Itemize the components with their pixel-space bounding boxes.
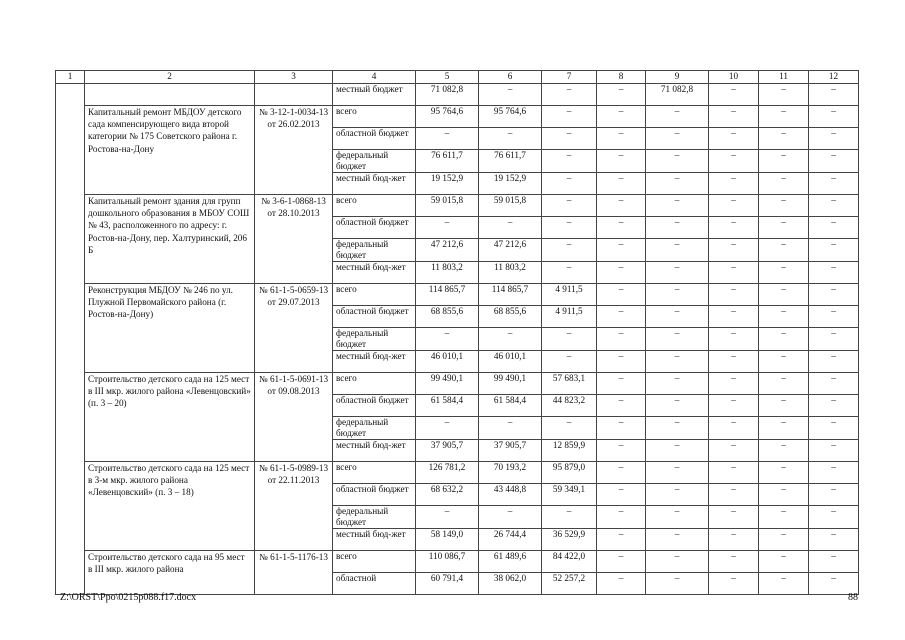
value-cell: 11 803,2 <box>416 262 479 284</box>
column-header-3: 3 <box>255 71 333 84</box>
value-cell: – <box>646 373 709 395</box>
budget-type-label: всего <box>333 462 416 484</box>
value-cell: – <box>809 262 859 284</box>
value-cell: – <box>709 551 759 573</box>
value-cell: – <box>542 351 597 373</box>
value-cell: – <box>709 506 759 529</box>
value-cell: – <box>809 173 859 195</box>
value-cell: – <box>416 217 479 239</box>
value-cell: 12 859,9 <box>542 440 597 462</box>
budget-type-label: федеральный бюджет <box>333 417 416 440</box>
value-cell: 76 611,7 <box>479 150 542 173</box>
column-header-2: 2 <box>85 71 255 84</box>
value-cell: – <box>709 529 759 551</box>
budget-type-label: местный бюд-жет <box>333 262 416 284</box>
column-header-12: 12 <box>809 71 859 84</box>
value-cell: – <box>759 150 809 173</box>
value-cell: – <box>709 106 759 128</box>
value-cell: – <box>759 239 809 262</box>
value-cell: – <box>709 351 759 373</box>
value-cell: – <box>597 284 646 306</box>
column-header-1: 1 <box>56 71 85 84</box>
value-cell: – <box>759 573 809 595</box>
value-cell: – <box>646 440 709 462</box>
value-cell: – <box>709 173 759 195</box>
value-cell: 43 448,8 <box>479 484 542 506</box>
value-cell: – <box>809 462 859 484</box>
value-cell: – <box>597 373 646 395</box>
column-header-10: 10 <box>709 71 759 84</box>
value-cell: – <box>597 484 646 506</box>
budget-type-label: областной бюджет <box>333 306 416 328</box>
table-row <box>56 284 859 306</box>
value-cell: – <box>542 128 597 150</box>
value-cell: – <box>759 395 809 417</box>
value-cell: 99 490,1 <box>479 373 542 395</box>
value-cell: – <box>709 573 759 595</box>
budget-type-label: всего <box>333 195 416 217</box>
value-cell: 95 764,6 <box>479 106 542 128</box>
continued-caption-cell <box>85 84 255 106</box>
value-cell: – <box>597 440 646 462</box>
value-cell: – <box>597 150 646 173</box>
value-cell: 76 611,7 <box>416 150 479 173</box>
value-cell: – <box>809 195 859 217</box>
value-cell: 46 010,1 <box>416 351 479 373</box>
continued-object-cell <box>255 84 333 106</box>
value-cell: 26 744,4 <box>479 529 542 551</box>
value-cell: – <box>809 551 859 573</box>
value-cell: 60 791,4 <box>416 573 479 595</box>
value-cell: – <box>759 484 809 506</box>
value-cell: – <box>759 551 809 573</box>
table-row <box>56 551 859 573</box>
value-cell: – <box>809 150 859 173</box>
value-cell: – <box>646 306 709 328</box>
value-cell: – <box>709 484 759 506</box>
table-row <box>56 84 859 106</box>
budget-type-label: областной бюджет <box>333 484 416 506</box>
value-cell: – <box>597 306 646 328</box>
value-cell: – <box>709 239 759 262</box>
value-cell: – <box>759 195 809 217</box>
value-cell: – <box>416 328 479 351</box>
document-page <box>55 70 858 595</box>
value-cell: – <box>646 128 709 150</box>
value-cell: – <box>479 506 542 529</box>
budget-type-label: всего <box>333 373 416 395</box>
value-cell: 126 781,2 <box>416 462 479 484</box>
value-cell: – <box>809 373 859 395</box>
value-cell: – <box>597 195 646 217</box>
value-cell: – <box>759 217 809 239</box>
value-cell: – <box>809 284 859 306</box>
project-caption: Капитальный ремонт МБДОУ детского сада компенсирующего вида второй категории № 175 Советского района г. Ростова-на-Дону <box>85 106 255 195</box>
value-cell: – <box>597 573 646 595</box>
value-cell: – <box>542 239 597 262</box>
value-cell: – <box>479 417 542 440</box>
page-number: 88 <box>848 592 858 603</box>
budget-type-label: местный бюд-жет <box>333 440 416 462</box>
value-cell: – <box>709 195 759 217</box>
value-cell: 61 489,6 <box>479 551 542 573</box>
value-cell: – <box>759 462 809 484</box>
project-caption: Строительство детского сада на 125 мест в III мкр. жилого района «Левенцовский» (п. 3 – 20) <box>85 373 255 462</box>
value-cell: – <box>646 150 709 173</box>
budget-type-label: федеральный бюджет <box>333 506 416 529</box>
column-header-6: 6 <box>479 71 542 84</box>
value-cell: 99 490,1 <box>416 373 479 395</box>
value-cell: – <box>597 128 646 150</box>
value-cell: – <box>542 150 597 173</box>
table-row <box>56 373 859 395</box>
value-cell: – <box>542 106 597 128</box>
value-cell: – <box>646 106 709 128</box>
value-cell: – <box>759 328 809 351</box>
value-cell: – <box>709 417 759 440</box>
value-cell: 38 062,0 <box>479 573 542 595</box>
value-cell: – <box>597 173 646 195</box>
value-cell: – <box>646 551 709 573</box>
budget-type-label: всего <box>333 106 416 128</box>
value-cell: – <box>597 506 646 529</box>
value-cell: – <box>759 306 809 328</box>
value-cell: 47 212,6 <box>416 239 479 262</box>
value-cell: – <box>646 484 709 506</box>
value-cell: – <box>759 373 809 395</box>
value-cell: – <box>759 106 809 128</box>
value-cell: – <box>809 351 859 373</box>
value-cell: – <box>809 417 859 440</box>
value-cell: 114 865,7 <box>416 284 479 306</box>
column-header-5: 5 <box>416 71 479 84</box>
table-header-row <box>56 71 859 84</box>
table-row <box>56 106 859 128</box>
value-cell: 37 905,7 <box>416 440 479 462</box>
value-cell: – <box>597 217 646 239</box>
value-cell: 52 257,2 <box>542 573 597 595</box>
budget-type-label: местный бюд-жет <box>333 351 416 373</box>
column-header-7: 7 <box>542 71 597 84</box>
value-cell: – <box>809 506 859 529</box>
object-number: № 61-1-5-0989-13 от 22.11.2013 <box>255 462 333 551</box>
value-cell: – <box>759 173 809 195</box>
project-caption: Строительство детского сада на 95 мест в III мкр. жилого района <box>85 551 255 595</box>
value-cell: 95 879,0 <box>542 462 597 484</box>
value-cell: – <box>646 351 709 373</box>
budget-type-label: местный бюд-жет <box>333 173 416 195</box>
value-cell: – <box>809 395 859 417</box>
value-cell: – <box>597 84 646 106</box>
column-header-9: 9 <box>646 71 709 84</box>
project-caption: Строительство детского сада на 125 мест в 3-м мкр. жилого района «Левенцовский» (п. 3 – 18) <box>85 462 255 551</box>
value-cell: – <box>542 262 597 284</box>
table-row <box>56 462 859 484</box>
value-cell: – <box>416 417 479 440</box>
value-cell: 4 911,5 <box>542 284 597 306</box>
value-cell: – <box>542 173 597 195</box>
value-cell: 71 082,8 <box>416 84 479 106</box>
budget-type-label: федеральный бюджет <box>333 150 416 173</box>
file-path: Z:\ORST\Ppo\0215p088.f17.docx <box>60 592 197 603</box>
value-cell: – <box>479 328 542 351</box>
value-cell: – <box>809 84 859 106</box>
value-cell: – <box>542 217 597 239</box>
budget-type-label: областной <box>333 573 416 595</box>
value-cell: – <box>709 462 759 484</box>
value-cell: – <box>809 484 859 506</box>
value-cell: – <box>646 239 709 262</box>
value-cell: – <box>809 217 859 239</box>
value-cell: – <box>542 84 597 106</box>
value-cell: – <box>759 284 809 306</box>
budget-type-label: местный бюджет <box>333 84 416 106</box>
value-cell: 59 015,8 <box>479 195 542 217</box>
budget-type-label: федеральный бюджет <box>333 239 416 262</box>
value-cell: – <box>479 217 542 239</box>
object-number: № 61-1-5-1176-13 <box>255 551 333 595</box>
value-cell: – <box>542 328 597 351</box>
value-cell: 110 086,7 <box>416 551 479 573</box>
value-cell: – <box>646 262 709 284</box>
budget-type-label: всего <box>333 551 416 573</box>
value-cell: 71 082,8 <box>646 84 709 106</box>
value-cell: – <box>759 440 809 462</box>
value-cell: – <box>809 106 859 128</box>
column-header-8: 8 <box>597 71 646 84</box>
budget-type-label: областной бюджет <box>333 395 416 417</box>
value-cell: 59 349,1 <box>542 484 597 506</box>
budget-type-label: местный бюд-жет <box>333 529 416 551</box>
column-header-4: 4 <box>333 71 416 84</box>
budget-type-label: областной бюджет <box>333 217 416 239</box>
value-cell: – <box>597 462 646 484</box>
value-cell: – <box>709 328 759 351</box>
value-cell: – <box>416 128 479 150</box>
value-cell: – <box>597 239 646 262</box>
value-cell: – <box>709 440 759 462</box>
value-cell: – <box>542 417 597 440</box>
value-cell: – <box>597 551 646 573</box>
project-caption: Реконструкция МБДОУ № 246 по ул. Плужной Первомайского района (г. Ростов-на-Дону) <box>85 284 255 373</box>
budget-type-label: федеральный бюджет <box>333 328 416 351</box>
value-cell: – <box>709 150 759 173</box>
value-cell: – <box>597 106 646 128</box>
budget-table <box>55 70 859 595</box>
row-number-cell <box>56 84 85 595</box>
value-cell: – <box>597 417 646 440</box>
value-cell: – <box>646 462 709 484</box>
value-cell: – <box>809 328 859 351</box>
value-cell: – <box>759 84 809 106</box>
value-cell: – <box>709 306 759 328</box>
value-cell: – <box>809 573 859 595</box>
value-cell: 70 193,2 <box>479 462 542 484</box>
object-number: № 61-1-5-0659-13 от 29.07.2013 <box>255 284 333 373</box>
value-cell: – <box>809 440 859 462</box>
value-cell: – <box>709 262 759 284</box>
value-cell: 114 865,7 <box>479 284 542 306</box>
project-caption: Капитальный ремонт здания для групп дошкольного образования в МБОУ СОШ № 43, расположенного по адресу: г. Ростов-на-Дону, пер. Халтуринский, 206 Б <box>85 195 255 284</box>
column-header-11: 11 <box>759 71 809 84</box>
object-number: № 61-1-5-0691-13 от 09.08.2013 <box>255 373 333 462</box>
value-cell: – <box>542 506 597 529</box>
value-cell: – <box>479 128 542 150</box>
value-cell: – <box>646 195 709 217</box>
value-cell: – <box>809 128 859 150</box>
value-cell: – <box>646 395 709 417</box>
value-cell: – <box>646 328 709 351</box>
value-cell: – <box>646 417 709 440</box>
value-cell: 36 529,9 <box>542 529 597 551</box>
value-cell: – <box>759 262 809 284</box>
object-number: № 3-6-1-0868-13 от 28.10.2013 <box>255 195 333 284</box>
value-cell: – <box>479 84 542 106</box>
value-cell: 84 422,0 <box>542 551 597 573</box>
value-cell: – <box>709 284 759 306</box>
value-cell: – <box>809 239 859 262</box>
value-cell: 47 212,6 <box>479 239 542 262</box>
value-cell: – <box>759 417 809 440</box>
value-cell: – <box>597 262 646 284</box>
value-cell: – <box>646 284 709 306</box>
budget-type-label: всего <box>333 284 416 306</box>
value-cell: 19 152,9 <box>416 173 479 195</box>
table-body <box>56 84 859 595</box>
value-cell: – <box>597 395 646 417</box>
value-cell: 59 015,8 <box>416 195 479 217</box>
value-cell: – <box>709 373 759 395</box>
value-cell: – <box>709 395 759 417</box>
value-cell: – <box>709 128 759 150</box>
value-cell: – <box>597 328 646 351</box>
value-cell: 37 905,7 <box>479 440 542 462</box>
value-cell: – <box>646 529 709 551</box>
value-cell: – <box>646 506 709 529</box>
value-cell: 19 152,9 <box>479 173 542 195</box>
value-cell: – <box>597 529 646 551</box>
value-cell: 46 010,1 <box>479 351 542 373</box>
value-cell: – <box>809 306 859 328</box>
value-cell: 68 632,2 <box>416 484 479 506</box>
value-cell: 68 855,6 <box>416 306 479 328</box>
value-cell: – <box>646 573 709 595</box>
value-cell: 44 823,2 <box>542 395 597 417</box>
value-cell: – <box>759 506 809 529</box>
value-cell: 11 803,2 <box>479 262 542 284</box>
value-cell: – <box>709 217 759 239</box>
value-cell: 58 149,0 <box>416 529 479 551</box>
object-number: № 3-12-1-0034-13 от 26.02.2013 <box>255 106 333 195</box>
value-cell: – <box>759 529 809 551</box>
value-cell: – <box>809 529 859 551</box>
value-cell: – <box>597 351 646 373</box>
value-cell: – <box>646 217 709 239</box>
value-cell: 68 855,6 <box>479 306 542 328</box>
value-cell: 61 584,4 <box>416 395 479 417</box>
value-cell: 61 584,4 <box>479 395 542 417</box>
value-cell: – <box>542 195 597 217</box>
value-cell: – <box>416 506 479 529</box>
budget-type-label: областной бюджет <box>333 128 416 150</box>
value-cell: 4 911,5 <box>542 306 597 328</box>
table-row <box>56 195 859 217</box>
value-cell: – <box>759 351 809 373</box>
value-cell: – <box>759 128 809 150</box>
value-cell: 95 764,6 <box>416 106 479 128</box>
value-cell: – <box>646 173 709 195</box>
value-cell: – <box>709 84 759 106</box>
value-cell: 57 683,1 <box>542 373 597 395</box>
